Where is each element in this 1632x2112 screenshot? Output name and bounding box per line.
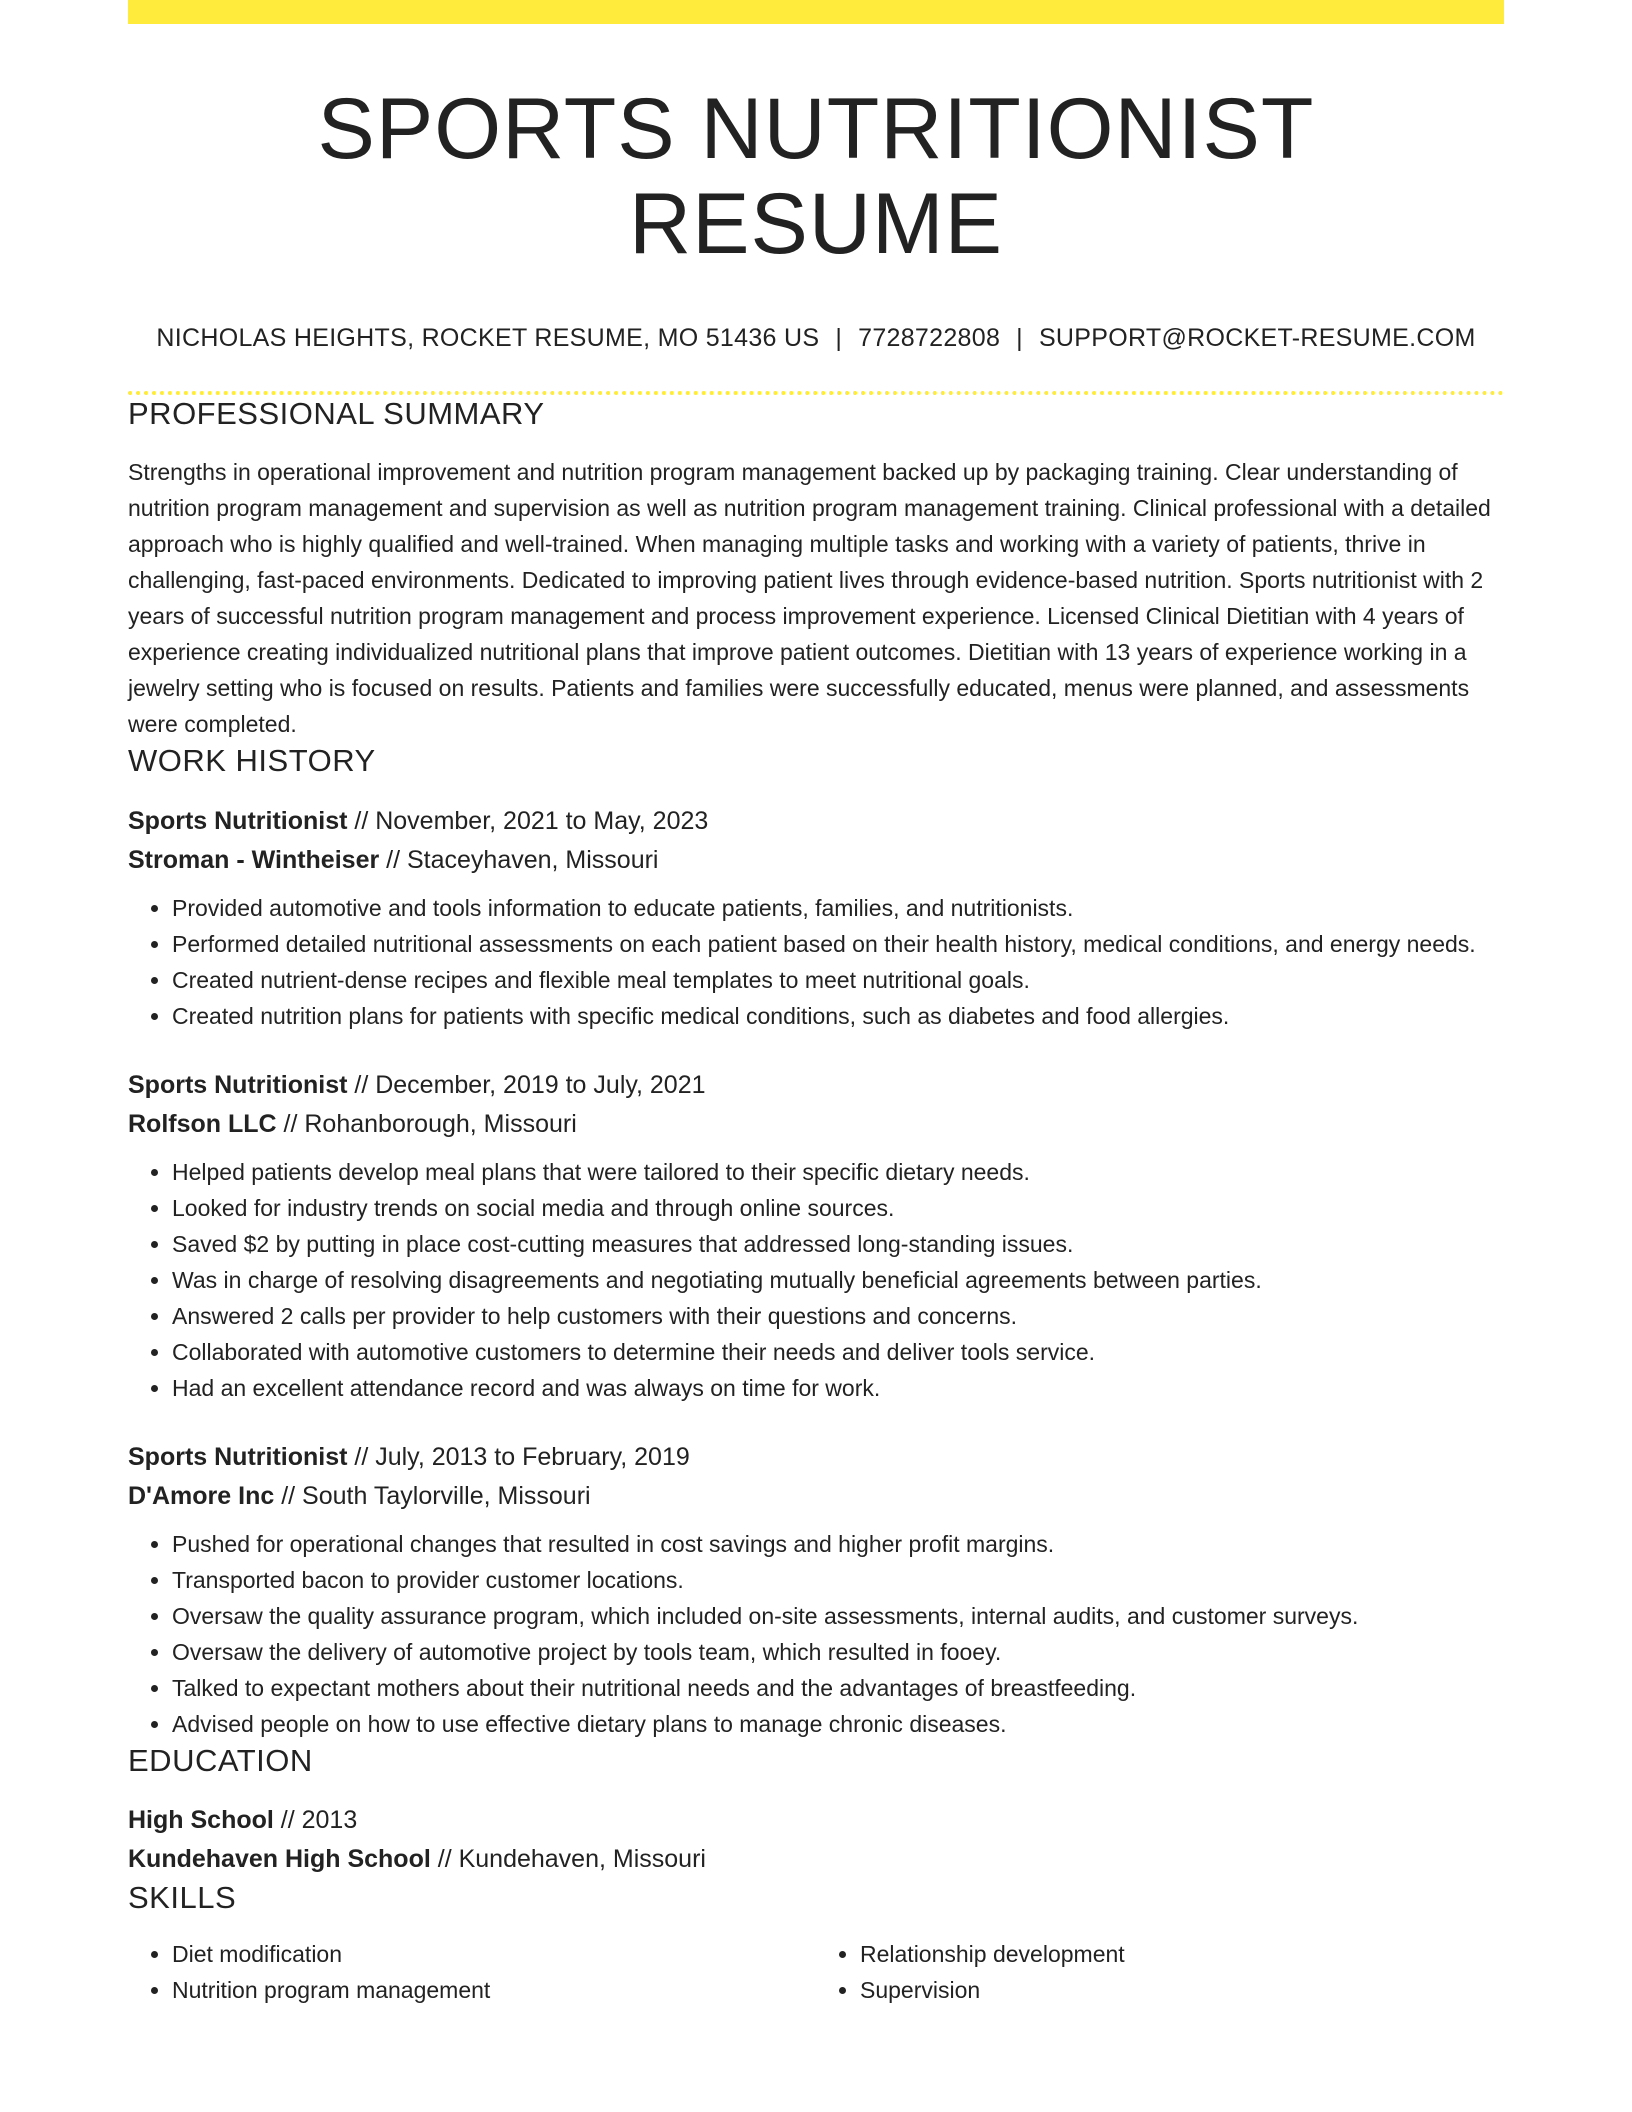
work-history-heading: WORK HISTORY — [128, 743, 376, 779]
job-title: Sports Nutritionist — [128, 1442, 348, 1471]
job-bullet: • Collaborated with automotive customers to determine their needs and deliver tools service. — [172, 1334, 1504, 1370]
job-bullet: • Saved $2 by putting in place cost-cutting measures that addressed long-standing issues. — [172, 1226, 1504, 1262]
job-title-line — [128, 802, 1504, 841]
skills-list — [816, 1936, 1504, 2008]
job-bullets — [128, 890, 1504, 1034]
job-bullet: • Was in charge of resolving disagreements and negotiating mutually beneficial agreements between parties. — [172, 1262, 1504, 1298]
skill-item: • Relationship development — [860, 1936, 1504, 1972]
job-company-line — [128, 841, 1504, 880]
job-company: Stroman - Wintheiser — [128, 845, 380, 874]
job-bullet: • Oversaw the quality assurance program, which included on-site assessments, internal audits, and customer surveys. — [172, 1598, 1504, 1634]
job-company-line — [128, 1105, 1504, 1144]
job-bullets — [128, 1154, 1504, 1406]
contact-email: SUPPORT@ROCKET-RESUME.COM — [1038, 324, 1476, 353]
skills-column-right — [816, 1936, 1504, 2008]
job-company: D'Amore Inc — [128, 1481, 275, 1510]
job-bullet: • Pushed for operational changes that resulted in cost savings and higher profit margins. — [172, 1526, 1504, 1562]
contact-separator: | — [835, 324, 843, 353]
job-location: // Rohanborough, Missouri — [276, 1109, 577, 1138]
job-bullets — [128, 1526, 1504, 1742]
job-bullet: • Created nutrient-dense recipes and flexible meal templates to meet nutritional goals. — [172, 962, 1504, 998]
contact-phone: 7728722808 — [858, 324, 1001, 353]
job-location: // Staceyhaven, Missouri — [379, 845, 659, 874]
job-entry — [128, 802, 1504, 1034]
education-year: // 2013 — [273, 1805, 358, 1834]
skill-item: • Diet modification — [172, 1936, 816, 1972]
job-bullet: • Talked to expectant mothers about their nutritional needs and the advantages of breastfeeding. — [172, 1670, 1504, 1706]
education-degree: High School — [128, 1805, 274, 1834]
education-degree-line — [128, 1801, 1504, 1840]
resume-title: SPORTS NUTRITIONIST RESUME — [317, 81, 1315, 272]
education-entry — [128, 1801, 1504, 1879]
education-school: Kundehaven High School — [128, 1844, 431, 1873]
job-company-line — [128, 1477, 1504, 1516]
job-bullet: • Looked for industry trends on social media and through online sources. — [172, 1190, 1504, 1226]
job-title: Sports Nutritionist — [128, 806, 348, 835]
skill-item: • Nutrition program management — [172, 1972, 816, 2008]
job-bullet: • Had an excellent attendance record and was always on time for work. — [172, 1370, 1504, 1406]
job-dates: // November, 2021 to May, 2023 — [347, 806, 709, 835]
job-title-line — [128, 1438, 1504, 1477]
job-entry — [128, 1066, 1504, 1406]
job-title-line — [128, 1066, 1504, 1105]
skills-grid — [128, 1936, 1504, 2008]
job-dates: // December, 2019 to July, 2021 — [347, 1070, 706, 1099]
job-bullet: • Answered 2 calls per provider to help customers with their questions and concerns. — [172, 1298, 1504, 1334]
job-bullet: • Transported bacon to provider customer locations. — [172, 1562, 1504, 1598]
contact-address: NICHOLAS HEIGHTS, ROCKET RESUME, MO 51436 US — [156, 324, 820, 353]
job-bullet: • Helped patients develop meal plans that were tailored to their specific dietary needs. — [172, 1154, 1504, 1190]
job-dates: // July, 2013 to February, 2019 — [347, 1442, 690, 1471]
resume-page — [128, 0, 1504, 2008]
job-bullet: • Created nutrition plans for patients with specific medical conditions, such as diabetes and food allergies. — [172, 998, 1504, 1034]
contact-line — [128, 323, 1504, 353]
skills-list — [128, 1936, 816, 2008]
skill-item: • Supervision — [860, 1972, 1504, 2008]
job-location: // South Taylorville, Missouri — [274, 1481, 591, 1510]
job-title: Sports Nutritionist — [128, 1070, 348, 1099]
summary-heading: PROFESSIONAL SUMMARY — [128, 396, 545, 432]
job-entry — [128, 1438, 1504, 1742]
education-location: // Kundehaven, Missouri — [430, 1844, 706, 1873]
contact-separator: | — [1016, 324, 1023, 353]
job-company: Rolfson LLC — [128, 1109, 277, 1138]
skills-heading: SKILLS — [128, 1879, 237, 1915]
job-bullet: • Provided automotive and tools information to educate patients, families, and nutritionists. — [172, 890, 1504, 926]
education-heading: EDUCATION — [128, 1742, 313, 1778]
job-bullet: • Advised people on how to use effective dietary plans to manage chronic diseases. — [172, 1706, 1504, 1742]
education-school-line — [128, 1840, 1504, 1879]
skills-column-left — [128, 1936, 816, 2008]
job-bullet: • Oversaw the delivery of automotive project by tools team, which resulted in fooey. — [172, 1634, 1504, 1670]
summary-text: Strengths in operational improvement and nutrition program management backed up by packaging training. Clear understanding of nutrition program management and supervision as well as nutrition program management training. Clinical professional with a detailed approach who is highly qualified and well-trained. When managing multiple tasks and working with a variety of patients, thrive in challenging, fast-paced environments. Dedicated to improving patient lives through evidence-based nutrition. Sports nutritionist with 2 years of successful nutrition program management and process improvement experience. Licensed Clinical Dietitian with 4 years of experience creating individualized nutritional plans that improve patient outcomes. Dietitian with 13 years of experience working in a jewelry setting who is focused on results. Patients and families were successfully educated, menus were planned, and assessments were completed. — [128, 459, 1491, 738]
accent-top-bar — [128, 0, 1504, 24]
job-bullet: • Performed detailed nutritional assessments on each patient based on their health history, medical conditions, and energy needs. — [172, 926, 1504, 962]
